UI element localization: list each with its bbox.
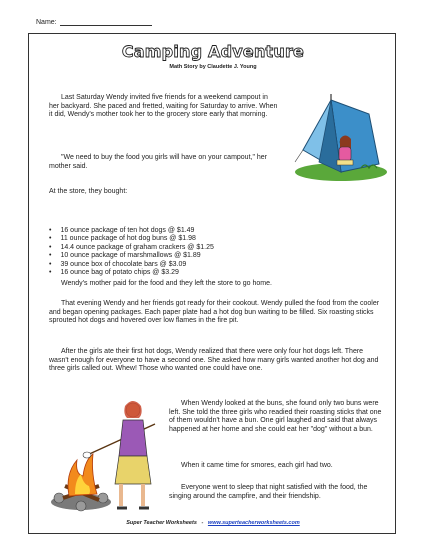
shopping-list (49, 227, 214, 277)
paragraph-7: When Wendy looked at the buns, she found only two buns were left. She told the three girls who readied their roasting sticks that one of them wouldn't have a bun. One girl laughed and said that always happened at her home and she could eat her "dog" without a bun. (169, 400, 382, 433)
name-label: Name: (36, 19, 57, 26)
footer-brand: Super Teacher Worksheets (126, 520, 197, 526)
footer-link[interactable]: www.superteacherworksheets.com (207, 520, 300, 526)
list-item: • 11 ounce package of hot dog buns @ $1.98 (49, 235, 214, 243)
paragraph-2: "We need to buy the food you girls will have on your campout," her mother said. (49, 154, 268, 170)
footer-separator: - (201, 520, 204, 526)
byline: Math Story by Claudette J. Young (169, 64, 257, 70)
paragraph-8: When it came time for smores, each girl had two. (181, 462, 333, 469)
tent-illustration (291, 92, 389, 184)
paragraph-3: At the store, they bought: (49, 188, 128, 195)
list-item: • 10 ounce package of marshmallows @ $1.89 (49, 252, 214, 260)
list-item: • 39 ounce box of chocolate bars @ $3.09 (49, 261, 214, 269)
paragraph-1: Last Saturday Wendy invited five friends for a weekend campout in her backyard. She paced and fretted, waiting for Saturday to arrive. When it did, Wendy's mother took her to the grocery store early that morning. (49, 94, 278, 119)
list-item: • 16 ounce bag of potato chips @ $3.29 (49, 269, 214, 277)
paragraph-6: After the girls ate their first hot dogs, Wendy realized that there were only four hot dogs left. There wasn't enough for everyone to have a second one. She asked how many girls wanted another hot dog and three girls called out. Whew! Those who wanted one could have one. (49, 348, 379, 373)
footer (29, 520, 397, 526)
worksheet-frame (28, 33, 396, 534)
list-item: • 16 ounce package of ten hot dogs @ $1.49 (49, 227, 214, 235)
list-item: • 14.4 ounce package of graham crackers @ $1.25 (49, 244, 214, 252)
paragraph-5: That evening Wendy and her friends got ready for their cookout. Wendy pulled the food from the cooler and began opening packages. Each paper plate had a hot dog bun waiting to be filled. Six roasting sticks sprouted hot dogs and hovered over low flames in the fire pit. (49, 300, 380, 325)
paragraph-4: Wendy's mother paid for the food and they left the store to go home. (61, 280, 272, 287)
page-title: Camping Adventure (121, 42, 305, 61)
paragraph-9: Everyone went to sleep that night satisfied with the food, the singing around the campfire, and their friendship. (169, 484, 368, 500)
campfire-illustration (45, 394, 163, 516)
name-field (36, 18, 152, 26)
name-blank (60, 18, 152, 26)
